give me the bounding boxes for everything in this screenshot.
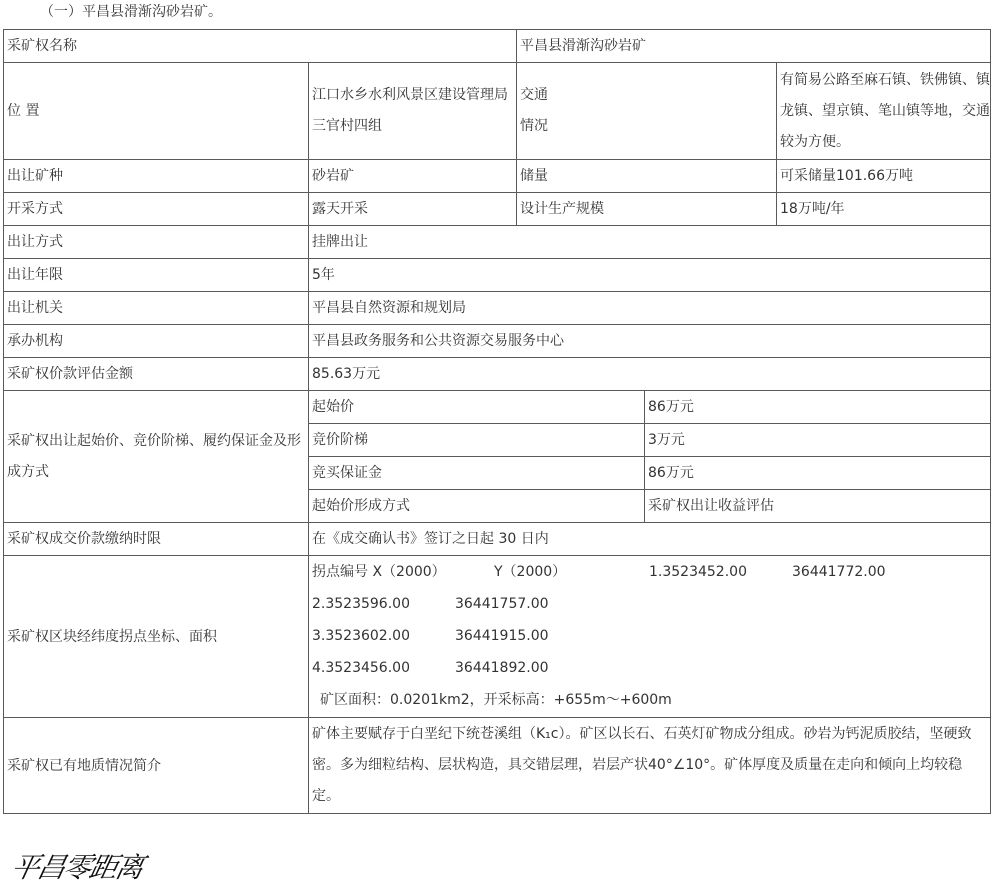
location-value: 江口水乡水利风景区建设管理局三官村四组 — [309, 63, 517, 160]
section-heading: （一）平昌县滑渐沟砂岩矿。 — [40, 4, 222, 20]
agency-value: 平昌县政务服务和公共资源交易服务中心 — [309, 325, 991, 358]
transfer-method-value: 挂牌出让 — [309, 226, 991, 259]
pricing-item-value: 采矿权出让收益评估 — [645, 490, 991, 523]
reserve-label: 储量 — [517, 160, 777, 193]
pricing-item-value: 86万元 — [645, 457, 991, 490]
point-y: 36441772.00 — [792, 564, 886, 580]
row-name — [4, 30, 991, 63]
point-x: 1.3523452.00 — [649, 564, 747, 580]
point-y: 36441892.00 — [455, 660, 549, 676]
point-x: 3.3523602.00 — [312, 628, 410, 644]
term-value: 5年 — [309, 259, 991, 292]
term-label: 出让年限 — [4, 259, 309, 292]
geology-label: 采矿权已有地质情况简介 — [4, 718, 309, 814]
coordinates-header-x: 拐点编号 X（2000） — [312, 564, 446, 580]
pricing-item-label: 竞价阶梯 — [309, 424, 645, 457]
coordinates-header-y: Y（2000） — [494, 564, 567, 580]
coordinate-point-line — [312, 588, 990, 620]
row-coordinates — [4, 556, 991, 718]
mineral-value: 砂岩矿 — [309, 160, 517, 193]
mining-method-label: 开采方式 — [4, 193, 309, 226]
geology-value: 矿体主要赋存于白垩纪下统苍溪组（K₁c）。矿区以长石、石英灯矿物成分组成。砂岩为钙泥质胶结，坚硬致密。多为细粒结构、层状构造，具交错层理，岩层产状40°∠10°。矿体厚度及质量在走向和倾向上均较稳定。 — [309, 718, 991, 814]
pricing-item-value: 3万元 — [645, 424, 991, 457]
row-valuation — [4, 358, 991, 391]
row-agency — [4, 325, 991, 358]
location-label: 位 置 — [4, 63, 309, 160]
watermark-logo: 平昌零距离 — [8, 851, 146, 884]
payment-value: 在《成交确认书》签订之日起 30 日内 — [309, 523, 991, 556]
scale-value: 18万吨/年 — [777, 193, 991, 226]
transfer-method-label: 出让方式 — [4, 226, 309, 259]
mining-method-value: 露天开采 — [309, 193, 517, 226]
row-term — [4, 259, 991, 292]
pricing-label: 采矿权出让起始价、竞价阶梯、履约保证金及形成方式 — [4, 391, 309, 523]
point-x: 2.3523596.00 — [312, 596, 410, 612]
pricing-item-label: 起始价 — [309, 391, 645, 424]
row-location — [4, 63, 991, 160]
mine-area-line: 矿区面积：0.0201km2，开采标高：+655m～+600m — [320, 692, 672, 708]
traffic-value: 有简易公路至麻石镇、铁佛镇、镇龙镇、望京镇、笔山镇等地，交通较为方便。 — [777, 63, 991, 160]
row-mineral — [4, 160, 991, 193]
mining-rights-table — [3, 29, 991, 814]
coordinate-point-line — [312, 620, 990, 652]
pricing-item-label: 竞买保证金 — [309, 457, 645, 490]
coordinates-value — [309, 556, 991, 718]
traffic-label — [517, 63, 777, 160]
row-transfer-method — [4, 226, 991, 259]
row-start-price — [4, 391, 991, 424]
coordinates-label: 采矿权区块经纬度拐点坐标、面积 — [4, 556, 309, 718]
valuation-value: 85.63万元 — [309, 358, 991, 391]
pricing-item-value: 86万元 — [645, 391, 991, 424]
mineral-label: 出让矿种 — [4, 160, 309, 193]
coordinate-point-line — [312, 652, 990, 684]
name-label: 采矿权名称 — [4, 30, 517, 63]
authority-label: 出让机关 — [4, 292, 309, 325]
scale-label: 设计生产规模 — [517, 193, 777, 226]
payment-label: 采矿权成交价款缴纳时限 — [4, 523, 309, 556]
row-payment-deadline — [4, 523, 991, 556]
point-x: 4.3523456.00 — [312, 660, 410, 676]
reserve-value: 可采储量101.66万吨 — [777, 160, 991, 193]
valuation-label: 采矿权价款评估金额 — [4, 358, 309, 391]
row-mining-method — [4, 193, 991, 226]
row-authority — [4, 292, 991, 325]
name-value: 平昌县滑渐沟砂岩矿 — [517, 30, 991, 63]
row-geology — [4, 718, 991, 814]
pricing-item-label: 起始价形成方式 — [309, 490, 645, 523]
point-y: 36441915.00 — [455, 628, 549, 644]
agency-label: 承办机构 — [4, 325, 309, 358]
authority-value: 平昌县自然资源和规划局 — [309, 292, 991, 325]
coordinates-header-line — [312, 556, 990, 588]
point-y: 36441757.00 — [455, 596, 549, 612]
traffic-label-text: 交通情况 — [520, 87, 548, 134]
